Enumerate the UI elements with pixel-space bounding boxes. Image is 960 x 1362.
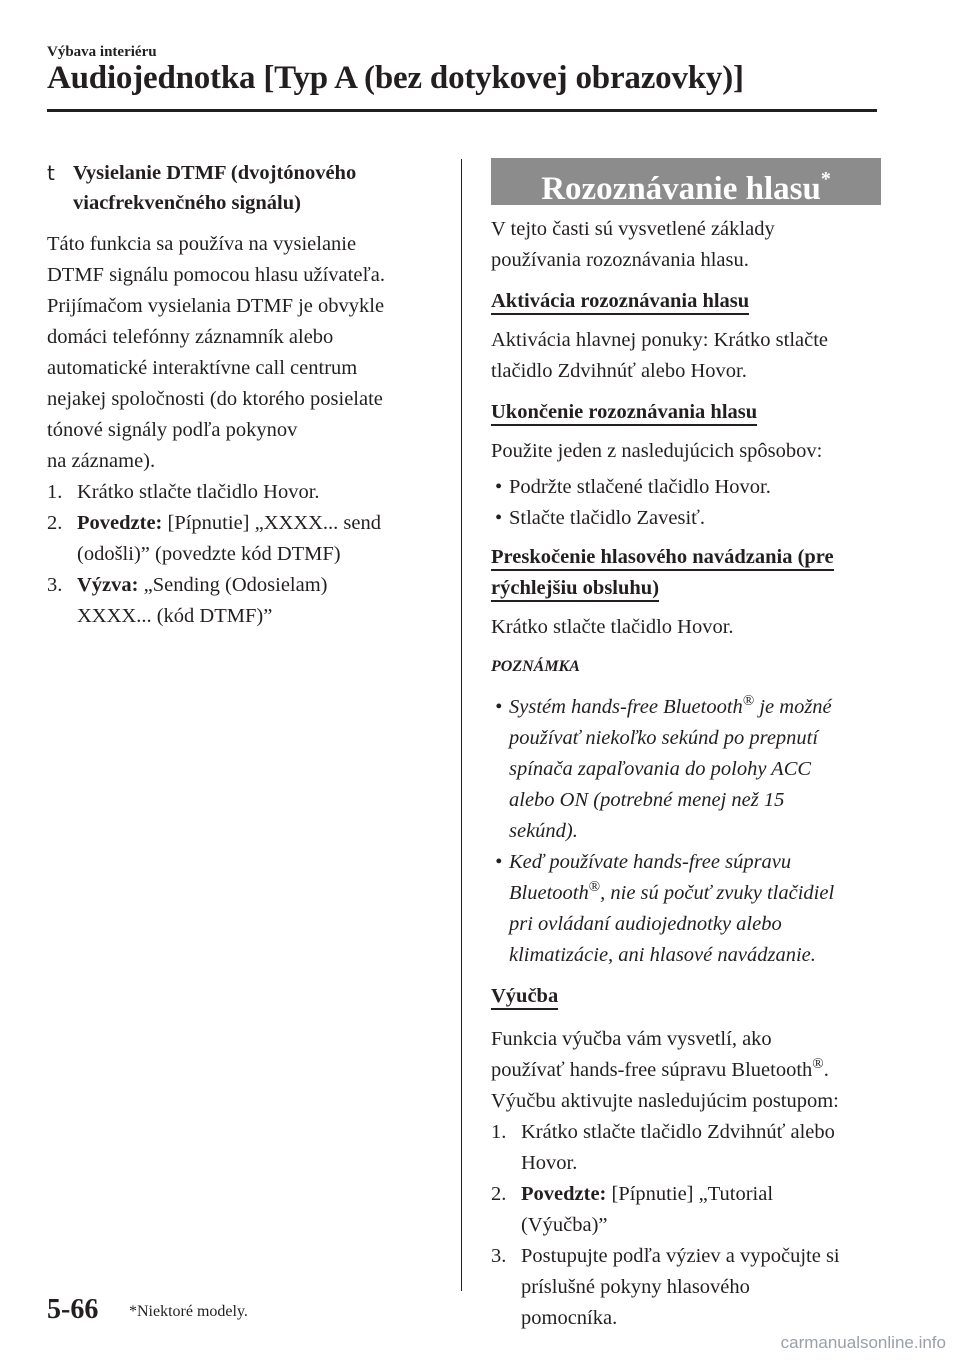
note-text: klimatizácie, ani hlasové navádzanie. xyxy=(509,944,816,966)
subheading-text: Ukončenie rozoznávania hlasu xyxy=(491,401,757,426)
para-line: používania rozoznávania hlasu. xyxy=(491,249,749,271)
step-number: 2. xyxy=(47,512,63,534)
subheading-text: Výučba xyxy=(491,985,558,1010)
step-label: Povedzte: xyxy=(77,512,163,534)
step-text: príslušné pokyny hlasového xyxy=(521,1276,750,1298)
header-rule xyxy=(47,109,877,112)
dtmf-steps xyxy=(47,477,447,632)
bullet-icon: • xyxy=(495,507,503,529)
step-number: 2. xyxy=(491,1183,507,1205)
dtmf-heading-line1: Vysielanie DTMF (dvojtónového xyxy=(73,162,357,184)
registered-mark: ® xyxy=(742,693,755,710)
note-text: sekúnd). xyxy=(509,820,578,842)
para-line: Funkcia výučba vám vysvetlí, ako xyxy=(491,1028,772,1050)
para-line: používať hands-free súpravu Bluetooth xyxy=(491,1059,813,1081)
watermark: carmanualsonline.info xyxy=(780,1333,946,1352)
list-item xyxy=(491,503,881,534)
right-column xyxy=(491,158,881,1334)
list-item xyxy=(491,847,881,971)
step-number: 3. xyxy=(491,1245,507,1267)
note-text: , nie sú počuť zvuky tlačidiel xyxy=(600,882,835,904)
intro-paragraph xyxy=(491,214,881,276)
note-text: spínača zapaľovania do polohy ACC xyxy=(509,758,812,780)
step-text: (odošli)” (povedzte kód DTMF) xyxy=(77,543,341,565)
para-line: Výučbu aktivujte nasledujúcim postupom: xyxy=(491,1090,839,1112)
dtmf-paragraph xyxy=(47,229,447,477)
tutorial-heading xyxy=(491,981,881,1012)
subheading-text: Preskočenie hlasového navádzania (pre xyxy=(491,546,834,571)
note-list xyxy=(491,692,881,971)
bullet-icon: • xyxy=(495,851,503,873)
list-item xyxy=(491,1179,881,1241)
step-label: Povedzte: xyxy=(521,1183,607,1205)
para-line: V tejto časti sú vysvetlené základy xyxy=(491,218,775,240)
step-text: [Pípnutie] „Tutorial xyxy=(606,1183,774,1205)
para-line: Prijímačom vysielania DTMF je obvykle xyxy=(47,295,385,317)
dtmf-heading-line2: viacfrekvenčného signálu) xyxy=(73,192,301,214)
column-divider xyxy=(461,159,462,1291)
tutorial-steps xyxy=(491,1117,881,1334)
bullet-icon: • xyxy=(495,696,503,718)
para-line: tónové signály podľa pokynov xyxy=(47,419,298,441)
end-intro: Použite jeden z nasledujúcich spôsobov: xyxy=(491,440,823,462)
list-item xyxy=(491,472,881,503)
step-text: XXXX... (kód DTMF)” xyxy=(77,605,273,627)
item-text: Podržte stlačené tlačidlo Hovor. xyxy=(509,476,771,498)
subheading-text: Aktivácia rozoznávania hlasu xyxy=(491,290,749,315)
list-item xyxy=(47,477,447,508)
section-label: Výbava interiéru xyxy=(47,44,157,60)
banner-text: Rozoznávanie hlasu xyxy=(541,171,821,207)
step-text: Postupujte podľa výziev a vypočujte si xyxy=(521,1245,840,1267)
end-methods xyxy=(491,472,881,534)
note-text: Systém hands-free Bluetooth xyxy=(509,696,743,718)
step-text: Krátko stlačte tlačidlo Hovor. xyxy=(77,481,320,503)
list-item xyxy=(491,692,881,847)
step-number: 1. xyxy=(491,1121,507,1143)
registered-mark: ® xyxy=(588,879,601,896)
tutorial-paragraph xyxy=(491,1024,881,1117)
step-text: Krátko stlačte tlačidlo Zdvihnúť alebo xyxy=(521,1121,835,1143)
para-line: tlačidlo Zdvihnúť alebo Hovor. xyxy=(491,360,747,382)
para-line: automatické interaktívne call centrum xyxy=(47,357,358,379)
skip-heading xyxy=(491,542,881,604)
step-label: Výzva: xyxy=(77,574,139,596)
page-number: 5-66 xyxy=(47,1294,99,1325)
step-number: 1. xyxy=(47,481,63,503)
page-title: Audiojednotka [Typ A (bez dotykovej obrazovky)] xyxy=(47,60,744,96)
note-label: POZNÁMKA xyxy=(491,658,580,675)
note-text: je možné xyxy=(754,696,832,718)
note-text: Keď používate hands-free súpravu xyxy=(509,851,792,873)
footnote: *Niektoré modely. xyxy=(129,1303,248,1320)
step-number: 3. xyxy=(47,574,63,596)
para-line: domáci telefónny záznamník alebo xyxy=(47,326,334,348)
dtmf-heading xyxy=(47,158,447,218)
list-item xyxy=(47,508,447,570)
para-line: Aktivácia hlavnej ponuky: Krátko stlačte xyxy=(491,329,829,351)
footnote-mark: * xyxy=(820,168,831,190)
note-text: alebo ON (potrebné menej než 15 xyxy=(509,789,785,811)
heading-bullet-icon: t xyxy=(47,161,55,185)
note-text: používať niekoľko sekúnd po prepnutí xyxy=(509,727,819,749)
left-column xyxy=(47,158,447,632)
step-text: [Pípnutie] „XXXX... send xyxy=(162,512,382,534)
activate-paragraph xyxy=(491,325,881,387)
list-item xyxy=(47,570,447,632)
list-item xyxy=(491,1117,881,1179)
step-text: pomocníka. xyxy=(521,1307,618,1329)
para-line: nejakej spoločnosti (do ktorého posielate xyxy=(47,388,383,410)
activate-heading xyxy=(491,286,881,317)
para-line: Táto funkcia sa používa na vysielanie xyxy=(47,233,357,255)
list-item xyxy=(491,1241,881,1334)
end-heading xyxy=(491,397,881,428)
para-line: DTMF signálu pomocou hlasu užívateľa. xyxy=(47,264,385,286)
para-line: . xyxy=(823,1059,829,1081)
step-text: (Výučba)” xyxy=(521,1214,608,1236)
note-text: Bluetooth xyxy=(509,882,589,904)
voice-recognition-banner xyxy=(491,158,881,205)
bullet-icon: • xyxy=(495,476,503,498)
subheading-text: rýchlejšiu obsluhu) xyxy=(491,577,659,602)
item-text: Stlačte tlačidlo Zavesiť. xyxy=(509,507,706,529)
registered-mark: ® xyxy=(812,1056,824,1073)
para-line: na zázname). xyxy=(47,450,156,472)
note-text: pri ovládaní audiojednotky alebo xyxy=(509,913,782,935)
step-text: Hovor. xyxy=(521,1152,578,1174)
step-text: „Sending (Odosielam) xyxy=(138,574,328,596)
skip-paragraph: Krátko stlačte tlačidlo Hovor. xyxy=(491,616,734,638)
